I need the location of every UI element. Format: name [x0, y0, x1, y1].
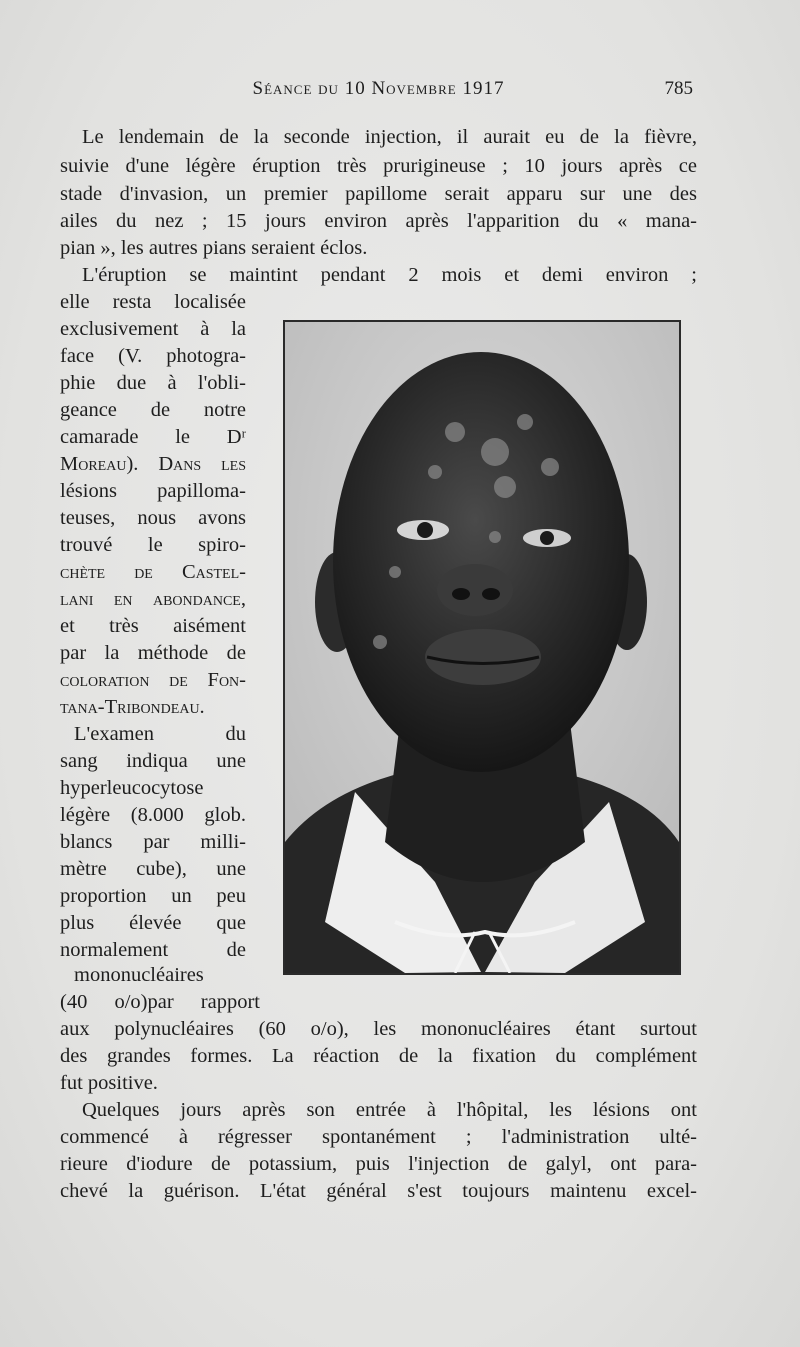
patient-photograph: [283, 320, 681, 975]
text-line: Quelques jours après son entrée à l'hôpital, les lésions ont: [82, 1099, 697, 1121]
text-line: proportion un peu: [60, 885, 246, 907]
text-line: L'éruption se maintint pendant 2 mois et demi environ ;: [82, 264, 697, 286]
text-line: sang indiqua une: [60, 750, 246, 772]
text-line: par la méthode de: [60, 642, 246, 664]
text-line: mètre cube), une: [60, 858, 246, 880]
text-line: trouvé le spiro-: [60, 534, 246, 556]
text-line: camarade le Dʳ: [60, 426, 246, 448]
text-line: légère (8.000 glob.: [60, 804, 246, 826]
text-line: plus élevée que: [60, 912, 246, 934]
text-line: fut positive.: [60, 1072, 158, 1094]
running-head: Séance du 10 Novembre 1917: [252, 78, 505, 99]
text-line: et très aisément: [60, 615, 246, 637]
text-line: des grandes formes. La réaction de la fixation du complément: [60, 1045, 697, 1067]
text-line: exclusivement à la: [60, 318, 246, 340]
text-line: geance de notre: [60, 399, 246, 421]
text-line: face (V. photogra-: [60, 345, 246, 367]
text-line: chevé la guérison. L'état général s'est toujours maintenu excel-: [60, 1180, 697, 1202]
text-line: chète de Castel-: [60, 561, 246, 583]
text-line: commencé à régresser spontanément ; l'administration ulté-: [60, 1126, 697, 1148]
text-line: pian », les autres pians seraient éclos.: [60, 237, 368, 259]
page-header: [60, 78, 697, 108]
text-line: L'examen du: [74, 723, 246, 745]
text-line: ailes du nez ; 15 jours environ après l'apparition du « mana-: [60, 210, 697, 232]
text-line: tana-Tribondeau.: [60, 696, 205, 718]
text-line: suivie d'une légère éruption très prurigineuse ; 10 jours après ce: [60, 155, 697, 177]
text-line: coloration de Fon-: [60, 669, 246, 691]
page-number: 785: [664, 78, 693, 99]
text-line: blancs par milli-: [60, 831, 246, 853]
text-line: hyperleucocytose: [60, 777, 204, 799]
text-line: (40 o/o)par rapport: [60, 991, 260, 1013]
text-line: phie due à l'obli-: [60, 372, 246, 394]
text-line: aux polynucléaires (60 o/o), les mononucléaires étant surtout: [60, 1018, 697, 1040]
text-line: elle resta localisée: [60, 291, 246, 313]
text-line: lésions papilloma-: [60, 480, 246, 502]
text-line: lani en abondance,: [60, 588, 246, 610]
text-line: teuses, nous avons: [60, 507, 246, 529]
text-line: rieure d'iodure de potassium, puis l'injection de galyl, ont para-: [60, 1153, 697, 1175]
text-line: mononucléaires: [74, 964, 204, 986]
text-line: normalement de: [60, 939, 246, 961]
photograph-illustration: [285, 322, 679, 973]
text-line: Moreau). Dans les: [60, 453, 246, 475]
text-line: Le lendemain de la seconde injection, il aurait eu de la fièvre,: [82, 126, 697, 148]
text-line: stade d'invasion, un premier papillome serait apparu sur une des: [60, 183, 697, 205]
